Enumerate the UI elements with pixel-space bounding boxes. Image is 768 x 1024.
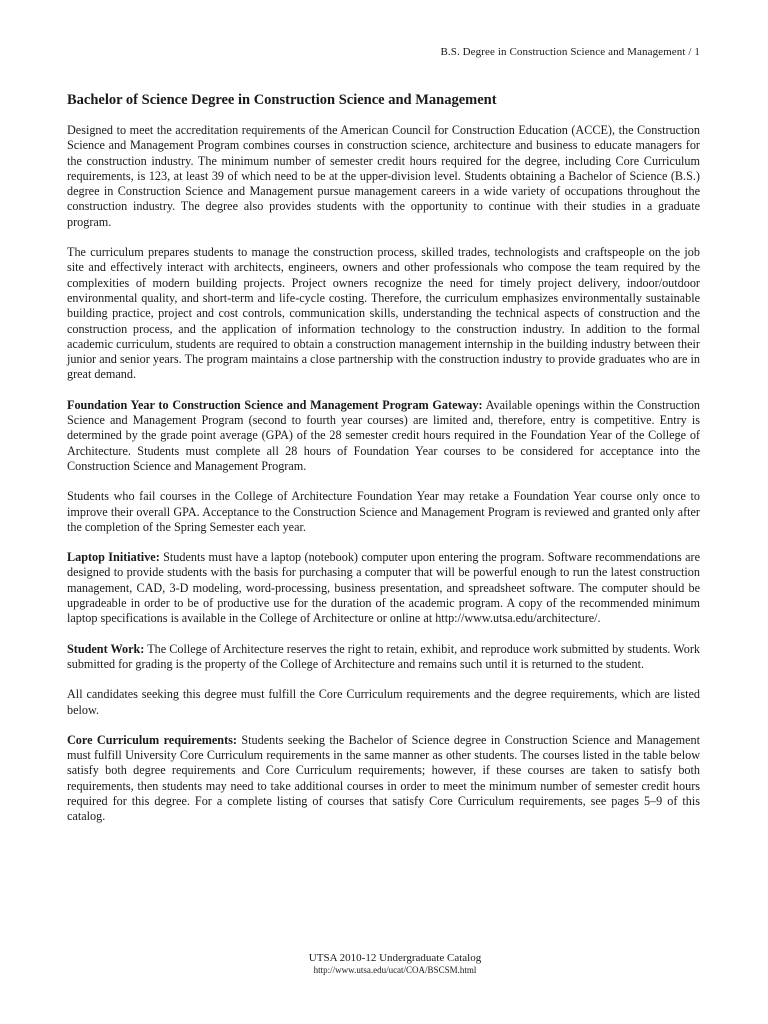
page-footer — [0, 952, 768, 976]
core-curriculum-text: Students seeking the Bachelor of Science degree in Construction Science and Management must fulfill University Core Curriculum requirements in the same manner as other students. The courses listed in the table below satisfy both degree requirements and Core Curriculum requirements; however, if these courses are taken to satisfy both requirements, then students may need to take additional courses in order to meet the minimum number of semester credit hours required for this degree. For a complete listing of courses that satisfy Core Curriculum requirements, see pages 5–9 of this catalog. — [67, 732, 700, 824]
student-work-text: The College of Architecture reserves the right to retain, exhibit, and reproduce work submitted by students. Work submitted for grading is the property of the College of Architecture and remains such until it is returned to the student. — [67, 641, 700, 671]
gateway-paragraph — [67, 398, 700, 474]
page-content — [67, 92, 700, 840]
curriculum-paragraph: The curriculum prepares students to manage the construction process, skilled trades, technologists and craftspeople on the job site and effectively interact with architects, engineers, owners and other professionals who compose the team required by the complexities of modern building projects. Project owners recognize the need for timely project delivery, indoor/outdoor environmental quality, and short-term and life-cycle costing. Therefore, the curriculum emphasizes environmentally sustainable building practice, project and cost controls, communication skills, understanding the technical aspects of construction and the construction process, and the application of information technology to the construction industry. In addition to the formal academic curriculum, students are required to obtain a construction management internship in the building industry between their junior and senior years. The program maintains a close partnership with the construction industry to provide graduates who are in great demand. — [67, 245, 700, 382]
laptop-text: Students must have a laptop (notebook) computer upon entering the program. Software recommendations are designed to provide students with the basis for purchasing a computer that will be powerful enough to run the latest construction management, CAD, 3-D modeling, word-processing, business presentation, and spreadsheet software. The computer should be upgradeable in order to be of productive use for the duration of the academic program. A copy of the recommended minimum laptop specifications is available in the College of Architecture or online at http://www.utsa.edu/architecture/. — [67, 550, 700, 626]
gateway-text: Available openings within the Construction Science and Management Program (second to fourth year courses) are limited and, therefore, entry is competitive. Entry is determined by the grade point average (GPA) of the 28 semester credit hours required in the Foundation Year of the College of Architecture. Students must complete all 28 hours of Foundation Year courses to be considered for acceptance into the Construction Science and Management Program. — [67, 397, 700, 473]
footer-catalog-title: UTSA 2010-12 Undergraduate Catalog — [308, 952, 482, 964]
footer-url: http://www.utsa.edu/ucat/COA/BSCSM.html — [313, 965, 477, 975]
laptop-paragraph — [67, 550, 700, 626]
student-work-heading: Student Work: — [67, 641, 145, 656]
page-title: Bachelor of Science Degree in Construction Science and Management — [67, 92, 497, 108]
core-curriculum-paragraph — [67, 733, 700, 825]
gateway-heading: Foundation Year to Construction Science and Management Program Gateway: — [67, 397, 483, 412]
core-curriculum-heading: Core Curriculum requirements: — [67, 732, 237, 747]
laptop-heading: Laptop Initiative: — [67, 550, 160, 565]
intro-paragraph: Designed to meet the accreditation requirements of the American Council for Construction Education (ACCE), the Construction Science and Management Program combines courses in construction science, architecture and business to educate managers for the construction industry. The minimum number of semester credit hours required for the degree, including Core Curriculum requirements, is 123, at least 39 of which need to be at the upper-division level. Students obtaining a Bachelor of Science (B.S.) degree in Construction Science and Management pursue management careers in a wide variety of occupations throughout the construction industry. The degree also provides students with the opportunity to continue with their studies in a graduate program. — [67, 123, 700, 229]
student-work-paragraph — [67, 642, 700, 673]
running-header: B.S. Degree in Construction Science and Management / 1 — [440, 46, 700, 58]
retake-paragraph: Students who fail courses in the College of Architecture Foundation Year may retake a Foundation Year course only once to improve their overall GPA. Acceptance to the Construction Science and Management Program is reviewed and granted only after the completion of the Spring Semester each year. — [67, 489, 700, 534]
candidates-paragraph: All candidates seeking this degree must fulfill the Core Curriculum requirements and the degree requirements, which are listed below. — [67, 687, 700, 717]
